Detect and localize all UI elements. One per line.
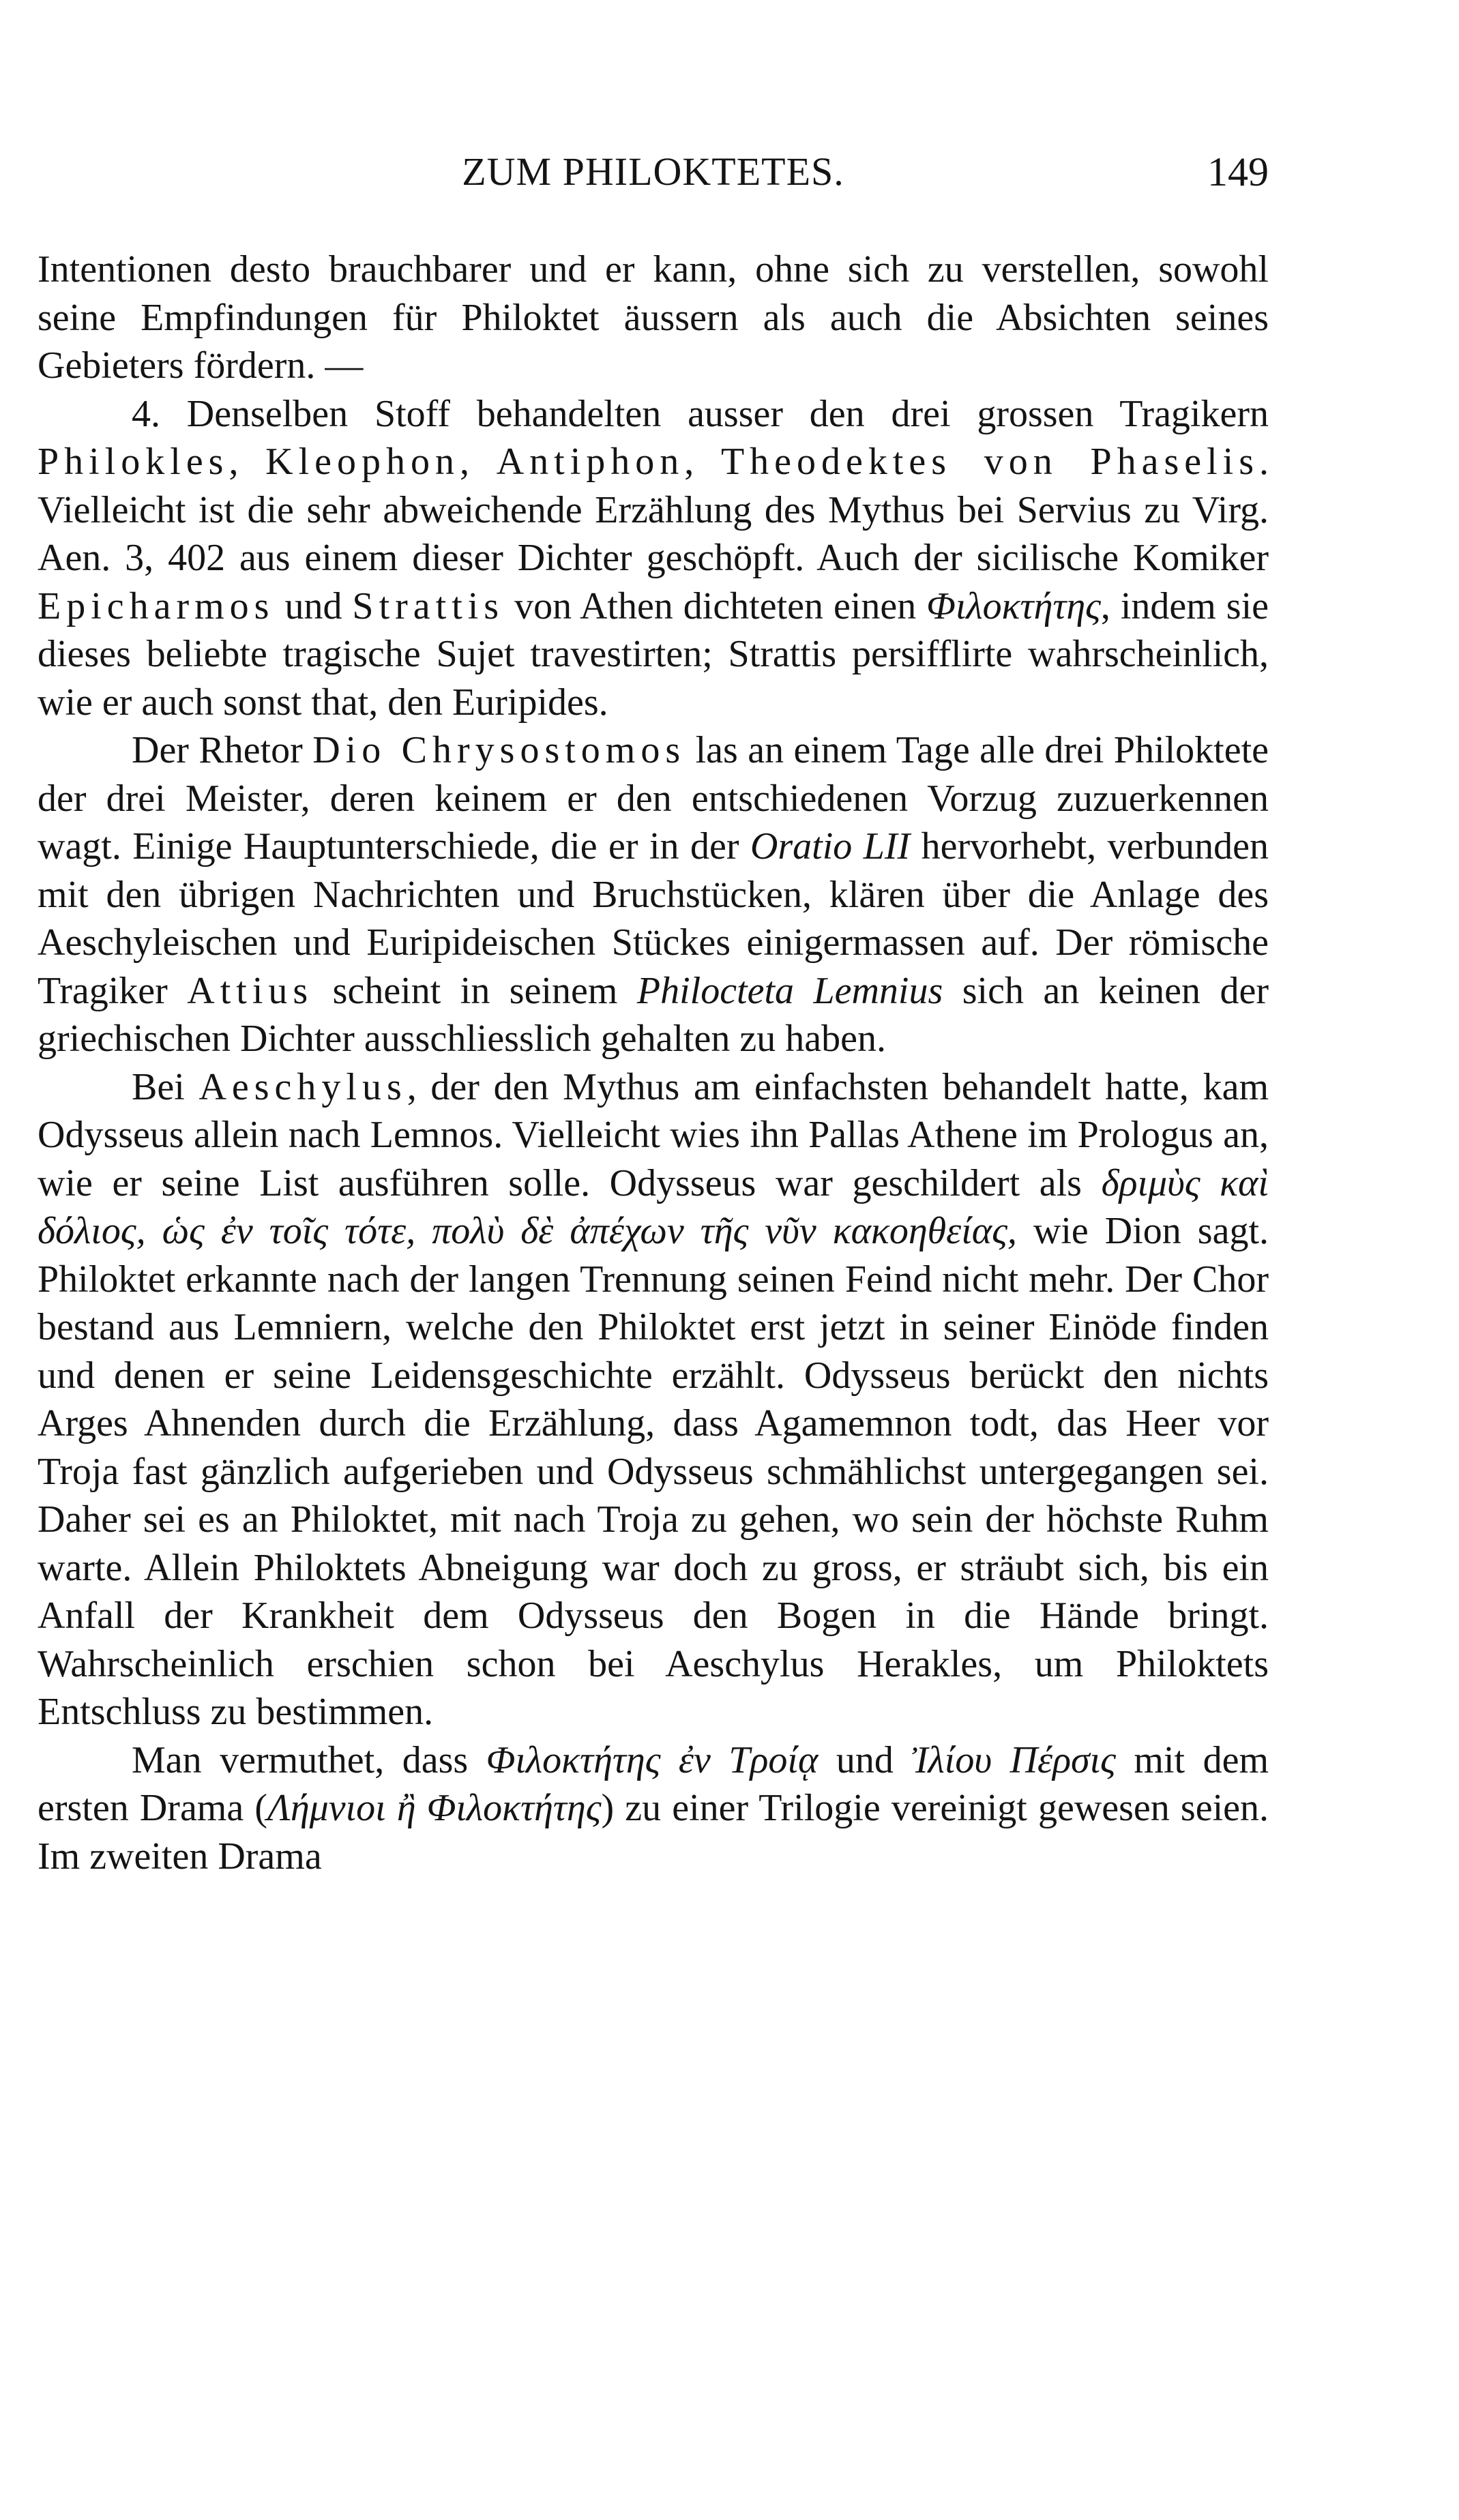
italic-text: Oratio LII	[750, 825, 911, 868]
italic-text: Philocteta Lemnius	[636, 969, 943, 1012]
spaced-name: Aeschylus	[198, 1065, 407, 1108]
paragraph	[38, 390, 1269, 727]
text-run: Man vermuthet, dass	[132, 1738, 486, 1781]
italic-text: Φιλοκτήτης	[926, 584, 1101, 627]
text-run: , der den Mythus am einfachsten behandelt hatte, kam Odysseus allein nach Lemnos. Vielleicht wies ihn Pallas Athene im Prologus an, wie er seine List ausführen solle. Odysseus war geschildert als	[38, 1065, 1269, 1204]
text-run: wie Dion sagt. Philoktet erkannte nach der langen Trennung seinen Feind nicht mehr. Der Chor bestand aus Lemniern, welche den Philoktet erst jetzt in seiner Einöde finden und denen er seine Leidensgeschichte erzählt. Odysseus berückt den nichts Arges Ahnenden durch die Erzählung, dass Agamemnon todt, das Heer vor Troja fast gänzlich aufgerieben und Odysseus schmählichst untergegangen sei. Daher sei es an Philoktet, mit nach Troja zu gehen, wo sein der höchste Ruhm warte. Allein Philoktets Abneigung war doch zu gross, er sträubt sich, bis ein Anfall der Krankheit dem Odysseus den Bogen in die Hände bringt. Wahrscheinlich erschien schon bei Aeschylus Herakles, um Philoktets Entschluss zu bestimmen.	[38, 1210, 1269, 1733]
paragraph	[38, 1063, 1269, 1736]
text-run: 4. Denselben Stoff behandelten ausser den drei grossen Tragikern	[132, 392, 1269, 435]
text-run: von Athen dichteten einen	[504, 584, 927, 627]
text-run: ,	[460, 441, 497, 483]
spaced-name: Kleophon	[265, 441, 460, 483]
text-run: scheint in seinem	[313, 969, 637, 1012]
italic-text: δριμὺς καὶ δόλιος, ὡς ἐν τοῖς τότε, πολὺ δὲ ἀπέχων τῆς νῦν κακοηθείας,	[38, 1161, 1269, 1252]
text-run: und	[274, 584, 353, 627]
paragraph	[38, 726, 1269, 1063]
body-text	[38, 246, 1269, 1880]
italic-text: Φιλοκτήτης ἐν Τροίᾳ	[486, 1738, 819, 1781]
text-run: Bei	[132, 1065, 199, 1108]
spaced-name: Attius	[187, 969, 314, 1012]
italic-text: Ἰλίου Πέρσις	[911, 1738, 1116, 1781]
page-number: 149	[1207, 149, 1269, 194]
text-run: las an einem Tage alle drei Philoktete der drei Meister, deren keinem er den entschiedenen Vorzug zuzuerkennen wagt. Einige Hauptunterschiede, die er in der	[38, 729, 1269, 868]
text-run: Intentionen desto brauchbarer und er kann, ohne sich zu verstellen, sowohl seine Empfindungen für Philoktet äussern als auch die Absichten seines Gebieters fördern. —	[38, 248, 1269, 387]
text-run: mit dem ersten Drama (	[38, 1738, 1269, 1829]
text-run: . Vielleicht ist die sehr abweichende Erzählung des Mythus bei Servius zu Virg. Aen. 3, 402 aus einem dieser Dichter geschöpft. Auch der sicilische Komiker	[38, 441, 1269, 579]
text-run: und	[818, 1738, 912, 1781]
running-title: ZUM PHILOKTETES.	[462, 149, 844, 194]
text-run: ,	[229, 441, 266, 483]
spaced-name: Theodektes von Phaselis	[720, 441, 1260, 483]
paragraph	[38, 246, 1269, 390]
page-header	[38, 149, 1269, 210]
spaced-name: Strattis	[352, 584, 505, 627]
paragraph	[38, 1736, 1269, 1881]
text-run: Der Rhetor	[132, 729, 313, 771]
italic-text: Λήμνιοι ἢ Φιλοκτήτης	[267, 1787, 602, 1829]
text-run: ) zu einer Trilogie vereinigt gewesen seien. Im zweiten Drama	[38, 1787, 1269, 1878]
text-run: sich an keinen der griechischen Dichter ausschliesslich gehalten zu haben.	[38, 969, 1269, 1060]
spaced-name: Philokles	[38, 441, 229, 483]
text-run: , indem sie dieses beliebte tragische Sujet travestirten; Strattis persifflirte wahrscheinlich, wie er auch sonst that, den Euripides.	[38, 584, 1269, 724]
text-run: ,	[684, 441, 721, 483]
spaced-name: Antiphon	[496, 441, 685, 483]
text-run: hervorhebt, verbunden mit den übrigen Nachrichten und Bruchstücken, klären über die Anlage des Aeschyleischen und Euripideischen Stückes einigermassen auf. Der römische Tragiker	[38, 825, 1269, 1012]
spaced-name: Epicharmos	[38, 584, 275, 627]
spaced-name: Dio Chrysostomos	[312, 729, 686, 771]
